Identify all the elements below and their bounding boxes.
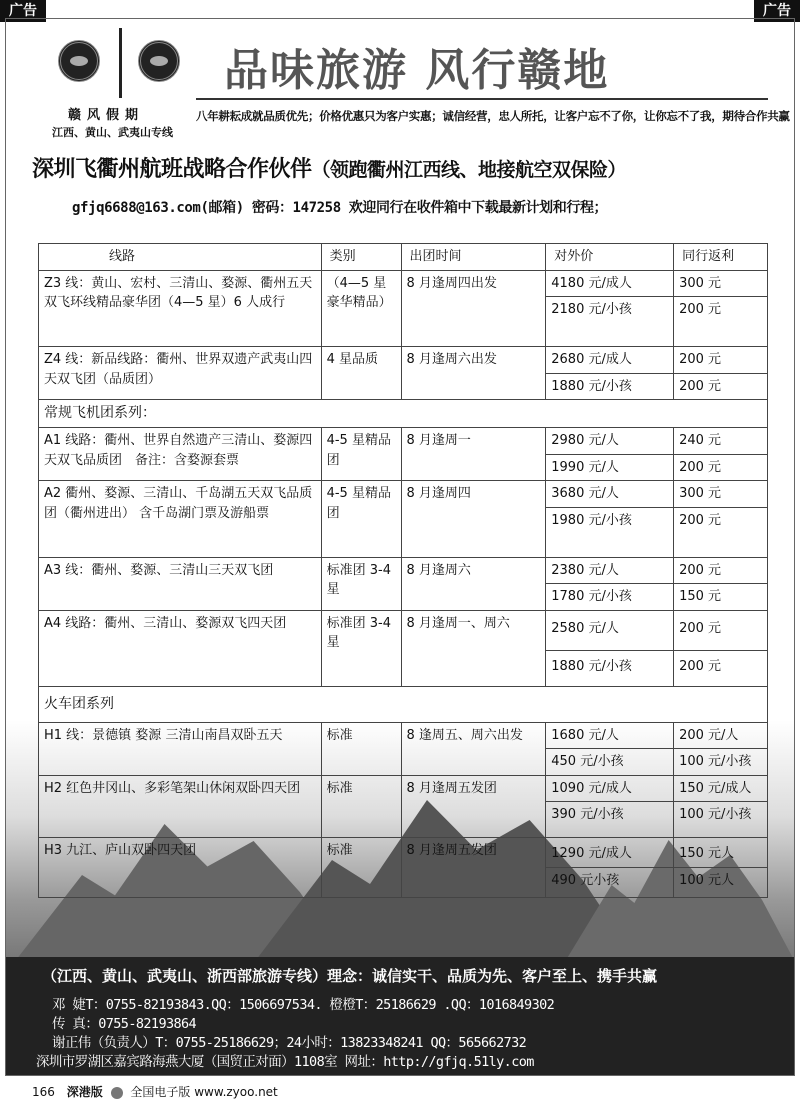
section-row bbox=[39, 686, 768, 722]
price-cell: 1090 元/成人 bbox=[546, 775, 674, 802]
route-price-table bbox=[38, 243, 768, 898]
rebate-cell: 150 元 bbox=[674, 584, 768, 611]
table-row bbox=[39, 270, 768, 297]
departure-cell: 8 月逢周五发团 bbox=[401, 775, 546, 838]
price-cell: 2580 元/人 bbox=[546, 610, 674, 650]
category-cell: 标准团 3-4 星 bbox=[321, 557, 401, 610]
contact-footer bbox=[6, 957, 794, 1075]
route-cell: H2 红色井冈山、多彩笔架山休闲双卧四天团 bbox=[39, 775, 322, 838]
headline bbox=[32, 152, 626, 183]
category-cell: 4-5 星精品团 bbox=[321, 481, 401, 558]
section-row bbox=[39, 400, 768, 428]
rebate-cell: 200 元 bbox=[674, 454, 768, 481]
price-cell: 2680 元/成人 bbox=[546, 347, 674, 374]
route-cell: Z3 线：黄山、宏村、三清山、婺源、衢州五天双飞环线精品豪华团（4—5 星）6 人成行 bbox=[39, 270, 322, 347]
departure-cell: 8 月逢周一、周六 bbox=[401, 610, 546, 686]
table-row bbox=[39, 610, 768, 650]
table-row bbox=[39, 481, 768, 508]
col-header: 同行返利 bbox=[674, 244, 768, 271]
motto: 八年耕耘成就品质优先；价格优惠只为客户实惠；诚信经营，忠人所托，让客户忘不了你，让你忘不了我，期待合作共赢 bbox=[196, 109, 790, 123]
slogan: 品味旅游 风行赣地 bbox=[224, 45, 610, 96]
category-cell: 标准 bbox=[321, 838, 401, 898]
rebate-cell: 300 元 bbox=[674, 481, 768, 508]
rebate-cell: 200 元 bbox=[674, 373, 768, 400]
departure-cell: 8 月逢周一 bbox=[401, 428, 546, 481]
table-row bbox=[39, 722, 768, 749]
rebate-cell: 200 元 bbox=[674, 557, 768, 584]
section-title: 火车团系列 bbox=[39, 686, 768, 722]
route-cell: Z4 线：新品线路：衢州、世界双遗产武夷山四天双飞团（品质团） bbox=[39, 347, 322, 400]
col-header: 出团时间 bbox=[401, 244, 546, 271]
col-header: 类别 bbox=[321, 244, 401, 271]
price-cell: 1290 元/成人 bbox=[546, 838, 674, 868]
rebate-cell: 200 元/人 bbox=[674, 722, 768, 749]
route-cell: A1 线路：衢州、世界自然遗产三清山、婺源四天双飞品质团 备注：含婺源套票 bbox=[39, 428, 322, 481]
rebate-cell: 240 元 bbox=[674, 428, 768, 455]
price-cell: 4180 元/成人 bbox=[546, 270, 674, 297]
ad-label-right: 广告 bbox=[754, 0, 800, 22]
category-cell: 标准团 3-4 星 bbox=[321, 610, 401, 686]
footer-motto: （江西、黄山、武夷山、浙西部旅游专线）理念：诚信实干、品质为先、客户至上、携手共赢 bbox=[42, 967, 658, 985]
table-header-row bbox=[39, 244, 768, 271]
price-cell: 2980 元/人 bbox=[546, 428, 674, 455]
departure-cell: 8 月逢周四 bbox=[401, 481, 546, 558]
ad-label-left: 广告 bbox=[0, 0, 46, 22]
price-cell: 2380 元/人 bbox=[546, 557, 674, 584]
emblem-icon bbox=[58, 40, 100, 82]
slogan-underline bbox=[196, 98, 768, 100]
price-cell: 1990 元/人 bbox=[546, 454, 674, 481]
category-cell: （4—5 星豪华精品） bbox=[321, 270, 401, 347]
price-cell: 1980 元/小孩 bbox=[546, 507, 674, 557]
rebate-cell: 150 元/成人 bbox=[674, 775, 768, 802]
route-cell: A4 线路：衢州、三清山、婺源双飞四天团 bbox=[39, 610, 322, 686]
rebate-cell: 100 元人 bbox=[674, 868, 768, 898]
price-cell: 1880 元/小孩 bbox=[546, 373, 674, 400]
price-cell: 490 元小孩 bbox=[546, 868, 674, 898]
route-cell: A3 线：衢州、婺源、三清山三天双飞团 bbox=[39, 557, 322, 610]
rebate-cell: 200 元 bbox=[674, 347, 768, 374]
price-cell: 1780 元/小孩 bbox=[546, 584, 674, 611]
col-header: 对外价 bbox=[546, 244, 674, 271]
category-cell: 4-5 星精品团 bbox=[321, 428, 401, 481]
email-contact-line: gfjq6688@163.com(邮箱) 密码：147258 欢迎同行在收件箱中下载最新计划和行程； bbox=[72, 200, 608, 216]
table-row bbox=[39, 775, 768, 802]
departure-cell: 8 月逢周六 bbox=[401, 557, 546, 610]
address-line: 深圳市罗湖区嘉宾路海燕大厦（国贸正对面）1108室 网址：http://gfjq.51ly.com bbox=[36, 1054, 534, 1070]
rebate-cell: 200 元 bbox=[674, 507, 768, 557]
page-number: 166 bbox=[32, 1085, 55, 1099]
rebate-cell: 100 元/小孩 bbox=[674, 802, 768, 838]
route-cell: H1 线：景德镇 婺源 三清山南昌双卧五天 bbox=[39, 722, 322, 775]
manager-line: 谢正伟（负责人）T：0755-25186629；24小时：13823348241 QQ：565662732 bbox=[52, 1035, 527, 1051]
price-cell: 390 元/小孩 bbox=[546, 802, 674, 838]
rebate-cell: 200 元 bbox=[674, 650, 768, 686]
table-row bbox=[39, 838, 768, 868]
category-cell: 4 星品质 bbox=[321, 347, 401, 400]
emblem-icon bbox=[138, 40, 180, 82]
category-cell: 标准 bbox=[321, 775, 401, 838]
departure-cell: 8 逢周五、周六出发 bbox=[401, 722, 546, 775]
col-header: 线路 bbox=[39, 244, 322, 271]
price-cell: 1680 元/人 bbox=[546, 722, 674, 749]
fax-line: 传 真：0755-82193864 bbox=[52, 1016, 197, 1032]
headline-sub: （领跑衢州江西线、地接航空双保险） bbox=[311, 159, 627, 181]
table-row bbox=[39, 428, 768, 455]
route-cell: A2 衢州、婺源、三清山、千岛湖五天双飞品质团（衢州进出） 含千岛湖门票及游船票 bbox=[39, 481, 322, 558]
page-footer bbox=[32, 1083, 278, 1100]
site-link[interactable]: 全国电子版 www.zyoo.net bbox=[130, 1085, 278, 1099]
contact-line: 邓 婕T：0755-82193843.QQ：1506697534. 橙橙T：25186629 .QQ：1016849302 bbox=[52, 997, 555, 1013]
company-logo bbox=[50, 28, 190, 140]
price-cell: 1880 元/小孩 bbox=[546, 650, 674, 686]
edition-icon bbox=[111, 1087, 123, 1099]
rebate-cell: 200 元 bbox=[674, 610, 768, 650]
table-row bbox=[39, 347, 768, 374]
departure-cell: 8 月逢周五发团 bbox=[401, 838, 546, 898]
logo-subtitle: 江西、黄山、武夷山专线 bbox=[52, 126, 173, 139]
price-cell: 2180 元/小孩 bbox=[546, 297, 674, 347]
departure-cell: 8 月逢周六出发 bbox=[401, 347, 546, 400]
rebate-cell: 150 元人 bbox=[674, 838, 768, 868]
price-cell: 450 元/小孩 bbox=[546, 749, 674, 776]
headline-main: 深圳飞衢州航班战略合作伙伴 bbox=[32, 157, 312, 182]
section-title: 常规飞机团系列： bbox=[39, 400, 768, 428]
edition-label: 深港版 bbox=[66, 1085, 103, 1099]
rebate-cell: 100 元/小孩 bbox=[674, 749, 768, 776]
route-cell: H3 九江、庐山双卧四天团 bbox=[39, 838, 322, 898]
category-cell: 标准 bbox=[321, 722, 401, 775]
table-row bbox=[39, 557, 768, 584]
rebate-cell: 300 元 bbox=[674, 270, 768, 297]
price-cell: 3680 元/人 bbox=[546, 481, 674, 508]
departure-cell: 8 月逢周四出发 bbox=[401, 270, 546, 347]
logo-name: 赣风假期 bbox=[68, 108, 145, 123]
logo-divider bbox=[119, 28, 122, 98]
rebate-cell: 200 元 bbox=[674, 297, 768, 347]
